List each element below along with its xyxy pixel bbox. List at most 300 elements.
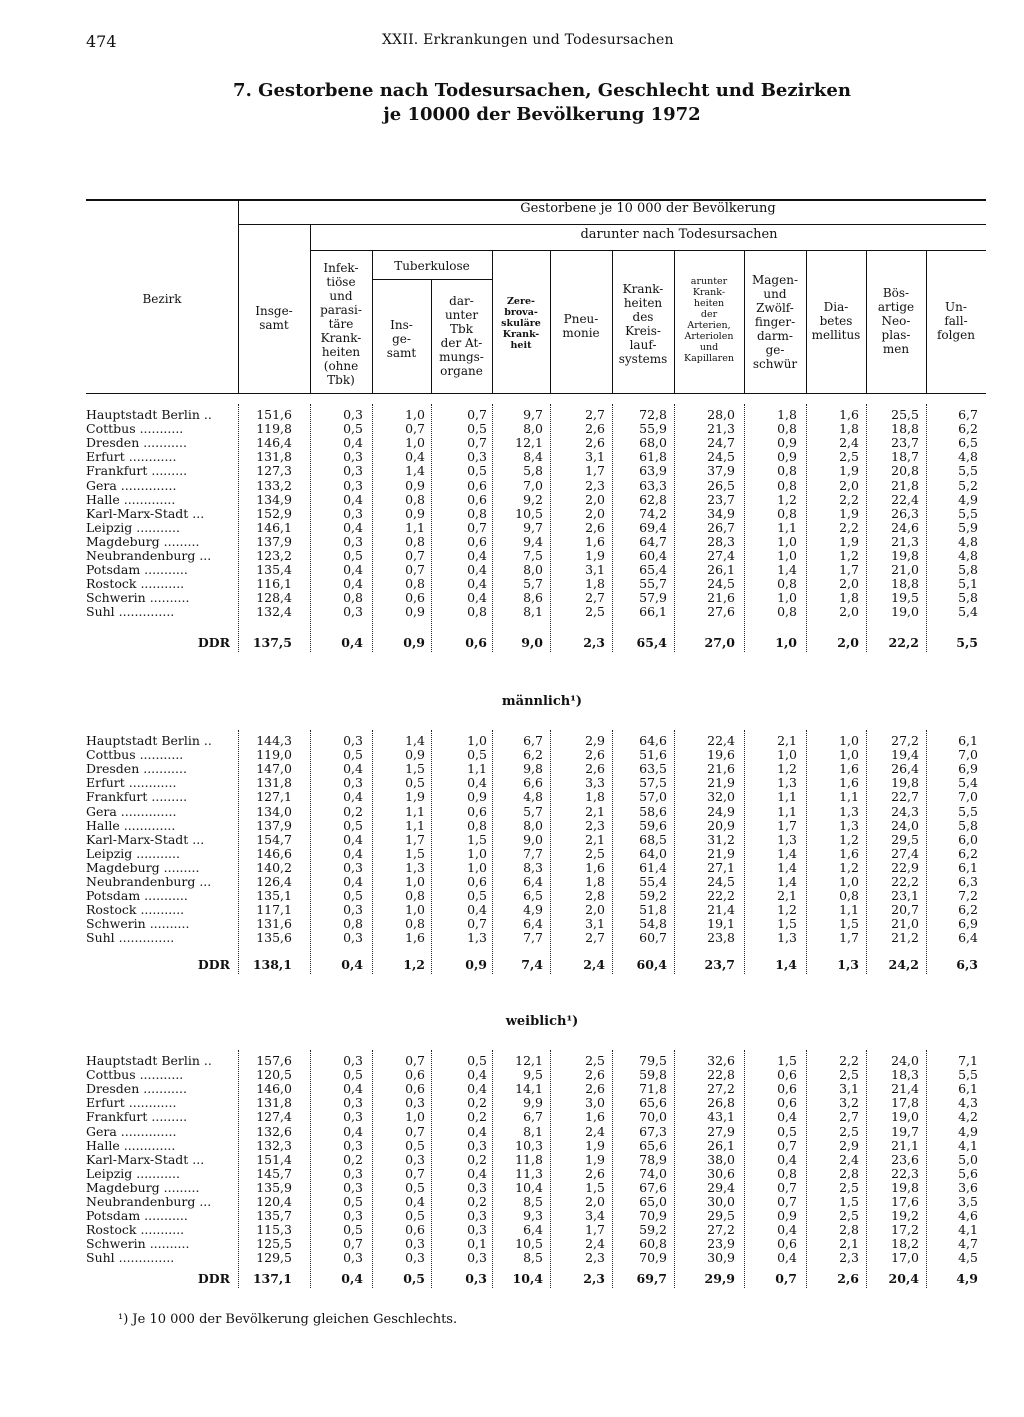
value-cell: 1,7 — [839, 562, 859, 577]
value-cell: 7,0 — [958, 789, 978, 804]
header-line: folgen — [936, 328, 975, 342]
value-cell: 0,3 — [343, 463, 363, 478]
value-cell: 0,7 — [405, 421, 425, 436]
value-cell: 5,5 — [958, 1067, 978, 1082]
value-cell: 1,1 — [777, 789, 797, 804]
value-cell: 0,4 — [467, 562, 487, 577]
value-cell: 0,7 — [467, 407, 487, 422]
value-cell: 1,5 — [585, 1180, 605, 1195]
value-cell: 6,4 — [958, 930, 978, 945]
value-cell: 23,1 — [891, 888, 919, 903]
bezirk-name: Gera .............. — [86, 1125, 177, 1139]
value-cell: 65,4 — [639, 562, 667, 577]
value-cell: 152,9 — [256, 506, 292, 521]
value-cell: 23,6 — [891, 1152, 919, 1167]
value-cell: 6,7 — [523, 733, 543, 748]
value-cell: 2,5 — [585, 846, 605, 861]
value-cell: 0,3 — [343, 1250, 363, 1265]
table-row — [0, 563, 1024, 577]
value-cell: 0,8 — [343, 916, 363, 931]
value-cell: 0,3 — [343, 407, 363, 422]
value-cell: 1,0 — [839, 733, 859, 748]
value-cell: 0,8 — [405, 534, 425, 549]
value-cell: 2,7 — [839, 1109, 859, 1124]
value-cell: 0,4 — [467, 1067, 487, 1082]
value-cell: 57,0 — [639, 789, 667, 804]
value-cell: 19,5 — [891, 590, 919, 605]
table-row — [0, 1068, 1024, 1082]
table-row — [0, 521, 1024, 535]
value-cell: 146,6 — [256, 846, 292, 861]
value-cell: 0,3 — [343, 449, 363, 464]
value-cell: 6,4 — [523, 874, 543, 889]
value-cell: 21,6 — [707, 590, 735, 605]
header-bottom-rule — [86, 393, 986, 394]
header-line: samt — [386, 346, 417, 360]
value-cell: 1,8 — [585, 874, 605, 889]
value-cell: 32,0 — [707, 789, 735, 804]
value-cell: 0,3 — [343, 1138, 363, 1153]
value-cell: 1,0 — [405, 1109, 425, 1124]
value-cell: 140,2 — [256, 860, 292, 875]
running-head: XXII. Erkrankungen und Todesursachen — [382, 32, 674, 48]
value-cell: 21,2 — [891, 930, 919, 945]
value-cell: 132,4 — [256, 604, 292, 619]
value-cell: 22,9 — [891, 860, 919, 875]
value-cell: 2,0 — [585, 506, 605, 521]
value-cell: 0,7 — [467, 916, 487, 931]
value-cell: 2,5 — [585, 1053, 605, 1068]
value-cell: 2,0 — [839, 604, 859, 619]
value-cell: 26,4 — [891, 761, 919, 776]
value-cell: 0,3 — [343, 1053, 363, 1068]
value-cell: 62,8 — [639, 492, 667, 507]
value-cell: 0,7 — [343, 1236, 363, 1251]
value-cell: 0,9 — [465, 957, 487, 972]
value-cell: 59,2 — [639, 1222, 667, 1237]
header-line: parasi- — [320, 303, 362, 317]
value-cell: 1,4 — [777, 860, 797, 875]
value-cell: 0,5 — [343, 1067, 363, 1082]
value-cell: 24,3 — [891, 804, 919, 819]
value-cell: 0,4 — [467, 548, 487, 563]
value-cell: 5,6 — [958, 1166, 978, 1181]
value-cell: 20,7 — [891, 902, 919, 917]
value-cell: 20,4 — [888, 1271, 919, 1286]
bezirk-name: Schwerin .......... — [86, 917, 190, 931]
bezirk-name: Halle ............. — [86, 1139, 176, 1153]
page-number: 474 — [86, 32, 117, 51]
value-cell: 0,4 — [467, 1166, 487, 1181]
value-cell: 132,6 — [256, 1124, 292, 1139]
value-cell: 0,5 — [343, 1194, 363, 1209]
value-cell: 31,2 — [707, 832, 735, 847]
value-cell: 0,4 — [343, 435, 363, 450]
value-cell: 1,8 — [585, 789, 605, 804]
value-cell: 0,9 — [467, 789, 487, 804]
table-row — [0, 819, 1024, 833]
value-cell: 1,7 — [839, 930, 859, 945]
value-cell: 38,0 — [707, 1152, 735, 1167]
header-line: Zere- — [507, 296, 535, 307]
value-cell: 14,1 — [515, 1081, 543, 1096]
value-cell: 0,9 — [405, 506, 425, 521]
bezirk-name: Karl-Marx-Stadt ... — [86, 507, 205, 521]
value-cell: 1,6 — [839, 761, 859, 776]
value-cell: 8,1 — [523, 1124, 543, 1139]
value-cell: 27,0 — [704, 635, 735, 650]
header-line: des — [632, 310, 654, 324]
bezirk-name: Hauptstadt Berlin .. — [86, 1054, 212, 1068]
value-cell: 22,2 — [891, 874, 919, 889]
header-line: tiöse — [326, 275, 356, 289]
value-cell: 8,0 — [523, 818, 543, 833]
bezirk-name: Rostock ........... — [86, 903, 185, 917]
value-cell: 0,7 — [777, 1194, 797, 1209]
value-cell: 0,3 — [343, 775, 363, 790]
value-cell: 19,0 — [891, 604, 919, 619]
bezirk-name: Erfurt ............ — [86, 776, 177, 790]
value-cell: 6,2 — [523, 747, 543, 762]
table-row — [0, 605, 1024, 619]
bezirk-name: DDR — [197, 636, 230, 650]
value-cell: 5,8 — [958, 590, 978, 605]
bezirk-name: Suhl .............. — [86, 605, 175, 619]
value-cell: 3,1 — [585, 562, 605, 577]
value-cell: 0,6 — [467, 804, 487, 819]
value-cell: 1,3 — [777, 775, 797, 790]
value-cell: 131,8 — [256, 775, 292, 790]
value-cell: 26,1 — [707, 1138, 735, 1153]
value-cell: 5,5 — [956, 635, 978, 650]
bezirk-name: Dresden ........... — [86, 1082, 187, 1096]
value-cell: 60,4 — [636, 957, 667, 972]
table-row — [0, 762, 1024, 776]
value-cell: 21,4 — [707, 902, 735, 917]
header-line: plas- — [881, 328, 911, 342]
value-cell: 0,3 — [343, 930, 363, 945]
value-cell: 8,1 — [523, 604, 543, 619]
header-rule-1 — [238, 224, 986, 225]
value-cell: 1,0 — [777, 590, 797, 605]
value-cell: 7,7 — [523, 930, 543, 945]
value-cell: 2,6 — [585, 761, 605, 776]
value-cell: 11,8 — [515, 1152, 543, 1167]
value-cell: 8,5 — [523, 1250, 543, 1265]
value-cell: 23,7 — [707, 492, 735, 507]
value-cell: 1,7 — [777, 818, 797, 833]
value-cell: 8,6 — [523, 590, 543, 605]
bezirk-name: Erfurt ............ — [86, 1096, 177, 1110]
bezirk-name: Leipzig ........... — [86, 847, 180, 861]
header-diabetes — [806, 300, 866, 342]
value-cell: 1,6 — [405, 930, 425, 945]
header-line: darm- — [756, 329, 793, 343]
bezirk-name: Suhl .............. — [86, 1251, 175, 1265]
value-cell: 21,0 — [891, 562, 919, 577]
value-cell: 6,1 — [958, 733, 978, 748]
value-cell: 1,4 — [777, 874, 797, 889]
total-row — [0, 958, 1024, 972]
value-cell: 10,3 — [515, 1138, 543, 1153]
value-cell: 0,5 — [405, 1138, 425, 1153]
value-cell: 1,2 — [777, 492, 797, 507]
value-cell: 18,3 — [891, 1067, 919, 1082]
value-cell: 1,1 — [839, 789, 859, 804]
value-cell: 0,8 — [777, 478, 797, 493]
table-row — [0, 493, 1024, 507]
value-cell: 3,4 — [585, 1208, 605, 1223]
value-cell: 131,8 — [256, 1095, 292, 1110]
value-cell: 9,5 — [523, 1067, 543, 1082]
bezirk-name: Cottbus ........... — [86, 748, 184, 762]
value-cell: 20,8 — [891, 463, 919, 478]
value-cell: 5,5 — [958, 804, 978, 819]
value-cell: 27,4 — [707, 548, 735, 563]
bezirk-name: Potsdam ........... — [86, 1209, 188, 1223]
value-cell: 21,1 — [891, 1138, 919, 1153]
value-cell: 0,2 — [467, 1095, 487, 1110]
value-cell: 1,0 — [777, 747, 797, 762]
footnote: ¹) Je 10 000 der Bevölkerung gleichen Geschlechts. — [118, 1312, 458, 1327]
table-row — [0, 1181, 1024, 1195]
value-cell: 1,3 — [839, 804, 859, 819]
value-cell: 2,5 — [839, 1124, 859, 1139]
value-cell: 2,0 — [839, 478, 859, 493]
header-insgesamt — [240, 304, 308, 332]
header-tbk-insgesamt — [372, 318, 431, 360]
header-line: men — [882, 342, 910, 356]
header-line: Zwölf- — [756, 301, 794, 315]
value-cell: 6,1 — [958, 860, 978, 875]
header-tuberkulose: Tuberkulose — [394, 259, 470, 273]
table-row — [0, 875, 1024, 889]
value-cell: 24,2 — [888, 957, 919, 972]
value-cell: 2,0 — [585, 1194, 605, 1209]
value-cell: 0,3 — [467, 1180, 487, 1195]
value-cell: 134,9 — [256, 492, 292, 507]
value-cell: 70,0 — [639, 1109, 667, 1124]
value-cell: 0,4 — [343, 846, 363, 861]
value-cell: 2,4 — [585, 1236, 605, 1251]
value-cell: 10,4 — [512, 1271, 543, 1286]
header-line: organe — [440, 364, 483, 378]
value-cell: 6,9 — [958, 916, 978, 931]
value-cell: 27,1 — [707, 860, 735, 875]
value-cell: 0,4 — [777, 1152, 797, 1167]
value-cell: 69,4 — [639, 520, 667, 535]
value-cell: 0,8 — [405, 916, 425, 931]
header-line: Krank- — [692, 287, 726, 298]
value-cell: 1,8 — [839, 421, 859, 436]
value-cell: 0,4 — [777, 1222, 797, 1237]
value-cell: 27,4 — [891, 846, 919, 861]
value-cell: 0,4 — [343, 1124, 363, 1139]
value-cell: 19,1 — [707, 916, 735, 931]
value-cell: 23,7 — [704, 957, 735, 972]
section-label: weiblich¹) — [505, 1014, 579, 1029]
value-cell: 22,8 — [707, 1067, 735, 1082]
value-cell: 2,2 — [839, 1053, 859, 1068]
header-line: heiten — [693, 298, 725, 309]
value-cell: 2,0 — [839, 576, 859, 591]
value-cell: 1,0 — [467, 733, 487, 748]
value-cell: 2,9 — [585, 733, 605, 748]
value-cell: 0,8 — [405, 576, 425, 591]
value-cell: 0,5 — [343, 747, 363, 762]
value-cell: 0,6 — [467, 874, 487, 889]
value-cell: 19,0 — [891, 1109, 919, 1124]
table-row — [0, 479, 1024, 493]
value-cell: 1,1 — [405, 520, 425, 535]
value-cell: 135,1 — [256, 888, 292, 903]
header-line: skuläre — [501, 318, 541, 329]
header-line: Tbk) — [327, 373, 355, 387]
value-cell: 1,7 — [585, 1222, 605, 1237]
value-cell: 3,3 — [585, 775, 605, 790]
value-cell: 1,2 — [403, 957, 425, 972]
value-cell: 24,5 — [707, 576, 735, 591]
value-cell: 23,9 — [707, 1236, 735, 1251]
value-cell: 125,5 — [256, 1236, 292, 1251]
value-cell: 3,6 — [958, 1180, 978, 1195]
value-cell: 137,1 — [252, 1271, 292, 1286]
value-cell: 151,6 — [256, 407, 292, 422]
table-row — [0, 861, 1024, 875]
value-cell: 0,6 — [777, 1095, 797, 1110]
value-cell: 28,3 — [707, 534, 735, 549]
value-cell: 0,7 — [405, 562, 425, 577]
value-cell: 0,3 — [343, 1109, 363, 1124]
value-cell: 63,3 — [639, 478, 667, 493]
value-cell: 0,6 — [467, 478, 487, 493]
value-cell: 116,1 — [256, 576, 292, 591]
value-cell: 0,3 — [343, 1208, 363, 1223]
value-cell: 61,8 — [639, 449, 667, 464]
value-cell: 7,1 — [958, 1053, 978, 1068]
value-cell: 0,3 — [343, 1180, 363, 1195]
value-cell: 1,0 — [405, 407, 425, 422]
value-cell: 0,4 — [405, 1194, 425, 1209]
section-label: männlich¹) — [501, 694, 583, 709]
header-vline — [238, 200, 239, 394]
value-cell: 6,5 — [523, 888, 543, 903]
bezirk-name: Cottbus ........... — [86, 422, 184, 436]
value-cell: 2,7 — [585, 590, 605, 605]
value-cell: 27,2 — [891, 733, 919, 748]
value-cell: 2,9 — [839, 1138, 859, 1153]
value-cell: 2,6 — [585, 421, 605, 436]
value-cell: 30,6 — [707, 1166, 735, 1181]
value-cell: 17,2 — [891, 1222, 919, 1237]
table-row — [0, 436, 1024, 450]
value-cell: 2,6 — [585, 435, 605, 450]
value-cell: 60,4 — [639, 548, 667, 563]
header-neoplasmen — [866, 286, 926, 356]
value-cell: 137,9 — [256, 818, 292, 833]
value-cell: 5,2 — [958, 478, 978, 493]
value-cell: 22,7 — [891, 789, 919, 804]
value-cell: 2,3 — [583, 1271, 605, 1286]
value-cell: 0,5 — [467, 421, 487, 436]
header-line: mungs- — [439, 350, 484, 364]
value-cell: 0,7 — [405, 1053, 425, 1068]
header-rule-tbk — [372, 279, 492, 280]
value-cell: 0,4 — [343, 520, 363, 535]
value-cell: 6,6 — [523, 775, 543, 790]
table-row — [0, 1195, 1024, 1209]
value-cell: 61,4 — [639, 860, 667, 875]
value-cell: 3,5 — [958, 1194, 978, 1209]
value-cell: 21,0 — [891, 916, 919, 931]
bezirk-name: Dresden ........... — [86, 762, 187, 776]
value-cell: 21,9 — [707, 775, 735, 790]
value-cell: 2,0 — [837, 635, 859, 650]
value-cell: 6,3 — [956, 957, 978, 972]
table-row — [0, 1125, 1024, 1139]
table-row — [0, 1096, 1024, 1110]
value-cell: 1,2 — [839, 832, 859, 847]
header-arterien — [674, 276, 744, 364]
value-cell: 1,0 — [467, 860, 487, 875]
value-cell: 7,7 — [523, 846, 543, 861]
value-cell: 51,8 — [639, 902, 667, 917]
value-cell: 1,3 — [405, 860, 425, 875]
value-cell: 74,0 — [639, 1166, 667, 1181]
header-line: artige — [877, 300, 915, 314]
value-cell: 127,3 — [256, 463, 292, 478]
value-cell: 0,4 — [467, 1081, 487, 1096]
value-cell: 1,4 — [777, 846, 797, 861]
value-cell: 0,6 — [777, 1067, 797, 1082]
value-cell: 34,9 — [707, 506, 735, 521]
bezirk-name: Halle ............. — [86, 493, 176, 507]
value-cell: 2,2 — [839, 520, 859, 535]
value-cell: 0,2 — [467, 1152, 487, 1167]
value-cell: 2,6 — [585, 520, 605, 535]
value-cell: 65,6 — [639, 1095, 667, 1110]
value-cell: 59,2 — [639, 888, 667, 903]
bezirk-name: Erfurt ............ — [86, 450, 177, 464]
value-cell: 0,5 — [405, 1180, 425, 1195]
value-cell: 119,0 — [256, 747, 292, 762]
value-cell: 0,5 — [343, 818, 363, 833]
value-cell: 154,7 — [256, 832, 292, 847]
value-cell: 0,7 — [777, 1138, 797, 1153]
table-row — [0, 422, 1024, 436]
value-cell: 0,4 — [467, 1124, 487, 1139]
value-cell: 17,6 — [891, 1194, 919, 1209]
value-cell: 2,4 — [839, 435, 859, 450]
value-cell: 6,7 — [523, 1109, 543, 1124]
value-cell: 10,5 — [515, 506, 543, 521]
value-cell: 67,6 — [639, 1180, 667, 1195]
bezirk-name: Neubrandenburg ... — [86, 875, 212, 889]
value-cell: 131,6 — [256, 916, 292, 931]
value-cell: 72,8 — [639, 407, 667, 422]
value-cell: 25,5 — [891, 407, 919, 422]
value-cell: 0,3 — [343, 860, 363, 875]
bezirk-name: Potsdam ........... — [86, 889, 188, 903]
value-cell: 0,6 — [777, 1236, 797, 1251]
value-cell: 1,0 — [405, 435, 425, 450]
value-cell: 1,0 — [839, 874, 859, 889]
bezirk-name: Frankfurt ......... — [86, 790, 188, 804]
header-kreislauf — [612, 282, 674, 366]
header-line: systems — [618, 352, 668, 366]
value-cell: 0,8 — [777, 506, 797, 521]
bezirk-name: Frankfurt ......... — [86, 1110, 188, 1124]
